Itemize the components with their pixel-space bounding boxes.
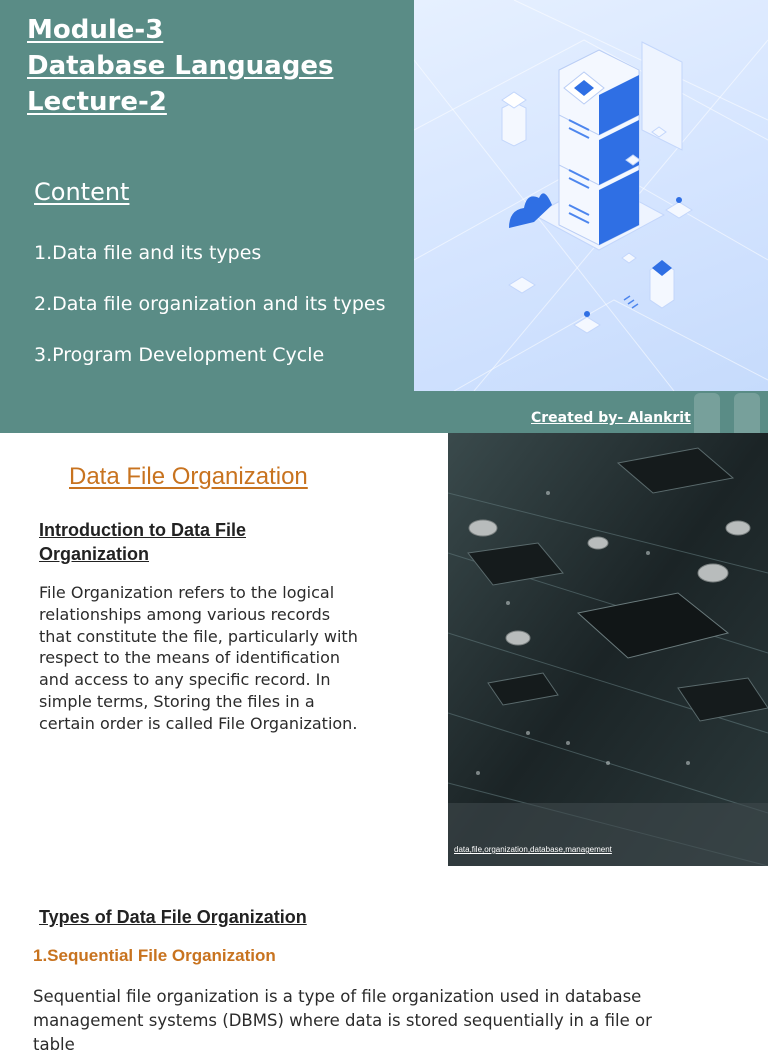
content-item: 1.Data file and its types [34, 242, 262, 264]
module-title [27, 12, 407, 120]
intro-heading: Introduction to Data File Organization [39, 520, 246, 564]
image-caption-link[interactable]: data,file,organization,database,management [454, 845, 612, 854]
server-illustration [414, 0, 768, 391]
slide-module-overview [0, 0, 768, 433]
intro-paragraph: File Organization refers to the logical relationships among various records that constitute the file, particularly with respect to the means of identification and access to any specific record. In simple terms, Storing the files in a certain order is called File Organization. [39, 583, 358, 733]
module-title-line: Module-3 [27, 15, 164, 45]
server-stack-icon [414, 0, 768, 391]
sequential-paragraph: Sequential file organization is a type of file organization used in database management systems (DBMS) where data is stored sequentially in a file or table [33, 987, 652, 1054]
module-title-line: Database Languages [27, 51, 334, 81]
author-credit: Created by- Alankrit [531, 410, 691, 426]
circuit-board-icon [448, 433, 768, 866]
decorative-bar [694, 393, 720, 433]
content-item: 2.Data file organization and its types [34, 293, 386, 315]
module-title-line: Lecture-2 [27, 87, 167, 117]
circuit-board-image [448, 433, 768, 866]
decorative-bar [734, 393, 760, 433]
types-heading: Types of Data File Organization [39, 907, 307, 927]
section-title: Data File Organization [69, 463, 308, 490]
content-item: 3.Program Development Cycle [34, 344, 325, 366]
sequential-heading: 1.Sequential File Organization [33, 946, 276, 965]
content-heading: Content [34, 178, 130, 206]
